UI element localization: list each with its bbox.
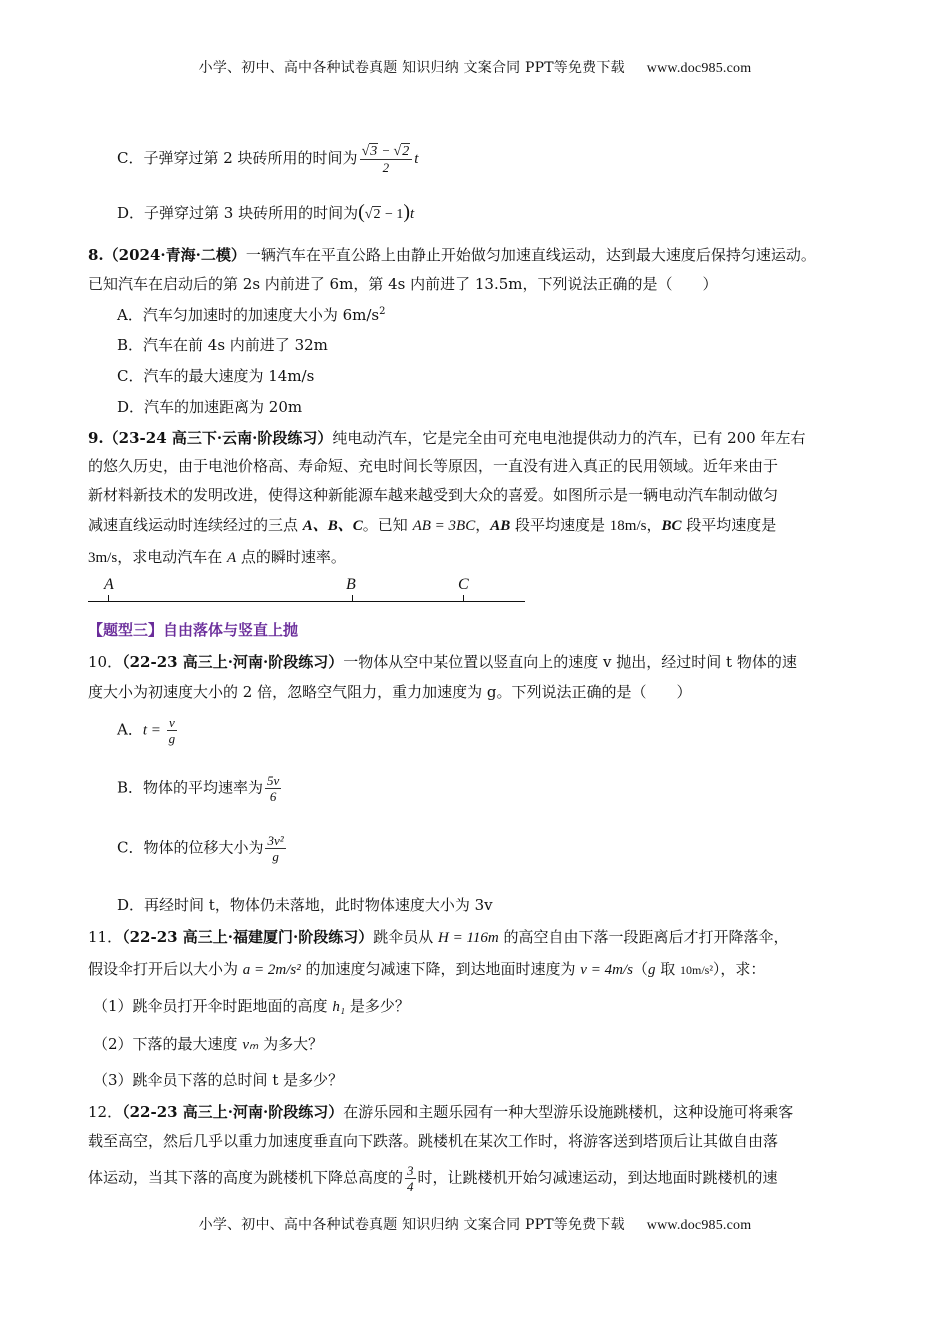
q10-stem-line2: 度大小为初速度大小的 2 倍，忽略空气阻力，重力加速度为 g。下列说法正确的是（ ） — [88, 683, 692, 701]
q9-stem-line1 — [88, 427, 806, 448]
q7-option-c-fraction: $\frac{√3 - √2}{2}$ — [360, 143, 413, 175]
q9-source: （23-24 高三下·云南·阶段练习） — [103, 429, 333, 447]
q7-option-d-t: t — [410, 206, 415, 222]
q9-tick-c — [463, 595, 464, 602]
q7-option-d-text: D．子弹穿过第 3 块砖所用的时间为 — [117, 204, 359, 222]
q11-eq-height: H = 116m — [438, 930, 499, 946]
q10-option-c[interactable]: C．物体的位移大小为 $\frac{\text{3v²}}{g}$ — [117, 833, 284, 864]
q11-sub-question-1: （1）跳伞员打开伞时距地面的高度 h₁ 是多少？ — [93, 997, 410, 1015]
q8-option-a-text: A．汽车匀加速时的加速度大小为 6m/s — [117, 306, 380, 324]
footer-site-link[interactable]: www.doc985.com — [646, 1218, 752, 1233]
q12-stem-line3: 体运动，当其下落的高度为跳楼机下降总高度的 $\frac{3}{4}$ 时，让跳楼机开始匀减速运动，到达地面时跳楼机的速 — [88, 1163, 778, 1194]
q12-stem-line2: 载至高空，然后几乎以重力加速度垂直向下跌落。跳楼机在某次工作时，将游客送到塔顶后让其做自由落 — [88, 1132, 779, 1150]
q10-number: 10． — [88, 653, 123, 671]
q9-tick-a — [108, 595, 109, 602]
q11-stem-line1: 11．（22-23 高三上·福建厦门·阶段练习）跳伞员从 H = 116m 的高空自由下落一段距离后才打开降落伞， — [88, 928, 789, 946]
q9-stem-line5: 3m/s，求电动汽车在 A 点的瞬时速率。 — [88, 548, 346, 566]
page-header — [0, 57, 950, 77]
q8-option-b[interactable]: B．汽车在前 4s 内前进了 32m — [117, 336, 328, 354]
q9-stem-line3: 新材料新技术的发明改进，使得这种新能源车越来越受到大众的喜爱。如图所示是一辆电动汽车制动做匀 — [88, 486, 779, 504]
q8-option-a[interactable] — [117, 304, 386, 325]
q8-stem-line1 — [88, 244, 816, 265]
q7-option-c-t: t — [414, 151, 419, 167]
q7-option-c-text: C．子弹穿过第 2 块砖所用的时间为 — [117, 149, 358, 167]
q11-eq-accel: a = 2m/s² — [242, 962, 301, 978]
q10-option-b[interactable]: B．物体的平均速率为 $\frac{5v}{6}$ — [117, 773, 280, 804]
q11-stem-line2: 假设伞打开后以大小为 a = 2m/s² 的加速度匀减速下降，到达地面时速度为 v = 4m/s（g 取 10m/s²），求： — [88, 960, 766, 978]
q10-stem1: 一物体从空中某位置以竖直向上的速度 v 抛出，经过时间 t 物体的速 — [343, 653, 797, 671]
footer-text: 小学、初中、高中各种试卷真题 知识归纳 文案合同 PPT等免费下载 — [198, 1217, 625, 1233]
page-footer — [0, 1214, 950, 1234]
q9-stem-line2: 的悠久历史，由于电池价格高、寿命短、充电时间长等原因，一直没有进入真正的民用领域。近年来由于 — [88, 457, 779, 475]
q9-tick-b — [352, 595, 353, 602]
q9-stem1: 纯电动汽车，它是完全由可充电电池提供动力的汽车，已有 200 年左右 — [332, 429, 806, 447]
q12-stem1: 在游乐园和主题乐园有一种大型游乐设施跳楼机，这种设施可将乘客 — [343, 1103, 794, 1121]
q8-option-d[interactable]: D．汽车的加速距离为 20m — [117, 398, 303, 416]
q9-figure-line — [88, 601, 525, 602]
header-text: 小学、初中、高中各种试卷真题 知识归纳 文案合同 PPT等免费下载 — [198, 60, 625, 76]
q11-number: 11． — [88, 928, 123, 946]
q11-sub-question-3: （3）跳伞员下落的总时间 t 是多少？ — [93, 1071, 344, 1089]
q11-source: （22-23 高三上·福建厦门·阶段练习） — [122, 928, 374, 946]
q7-option-d[interactable]: D．子弹穿过第 3 块砖所用的时间为(√2 − 1)t — [117, 201, 415, 223]
q9-number: 9. — [88, 429, 104, 447]
q12-stem-line1 — [88, 1101, 793, 1122]
q8-source: （2024·青海·二模） — [103, 246, 246, 264]
q11-sub-question-2: （2）下落的最大速度 vₘ 为多大？ — [93, 1035, 324, 1053]
header-site-link[interactable]: www.doc985.com — [646, 61, 752, 76]
q9-speed-ab: 18m/s — [609, 518, 647, 534]
q8-option-c[interactable]: C．汽车的最大速度为 14m/s — [117, 367, 315, 385]
q12-number: 12． — [88, 1103, 123, 1121]
q7-option-c[interactable] — [117, 143, 418, 175]
q9-point-c-label: C — [458, 576, 469, 593]
q8-stem-line2: 已知汽车在启动后的第 2s 内前进了 6m，第 4s 内前进了 13.5m，下列说法正确的是（ ） — [88, 275, 718, 293]
q9-eq-ab-bc: AB = 3BC — [412, 518, 476, 534]
q11-eq-speed: v = 4m/s — [580, 962, 633, 978]
q10-option-a[interactable]: A．t = $\frac{v}{g}$ — [117, 715, 176, 746]
q9-speed-bc: 3m/s — [88, 550, 118, 566]
q9-point-a-label: A — [104, 576, 114, 593]
q9-point-b-label: B — [346, 576, 356, 593]
q8-number: 8. — [88, 246, 104, 264]
q8-stem1: 一辆汽车在平直公路上由静止开始做匀加速直线运动，达到最大速度后保持匀速运动。 — [245, 246, 816, 264]
q8-option-a-sup: 2 — [379, 306, 386, 317]
q10-option-d[interactable]: D．再经时间 t，物体仍未落地，此时物体速度大小为 3v — [117, 896, 493, 914]
q12-source: （22-23 高三上·河南·阶段练习） — [122, 1103, 344, 1121]
q9-stem-line4: 减速直线运动时连续经过的三点 A、B、C。已知 AB = 3BC，AB 段平均速度是 18m/s，BC 段平均速度是 — [88, 516, 777, 534]
section-heading: 【题型三】自由落体与竖直上抛 — [88, 621, 299, 639]
q10-stem-line1 — [88, 651, 797, 672]
q10-source: （22-23 高三上·河南·阶段练习） — [122, 653, 344, 671]
